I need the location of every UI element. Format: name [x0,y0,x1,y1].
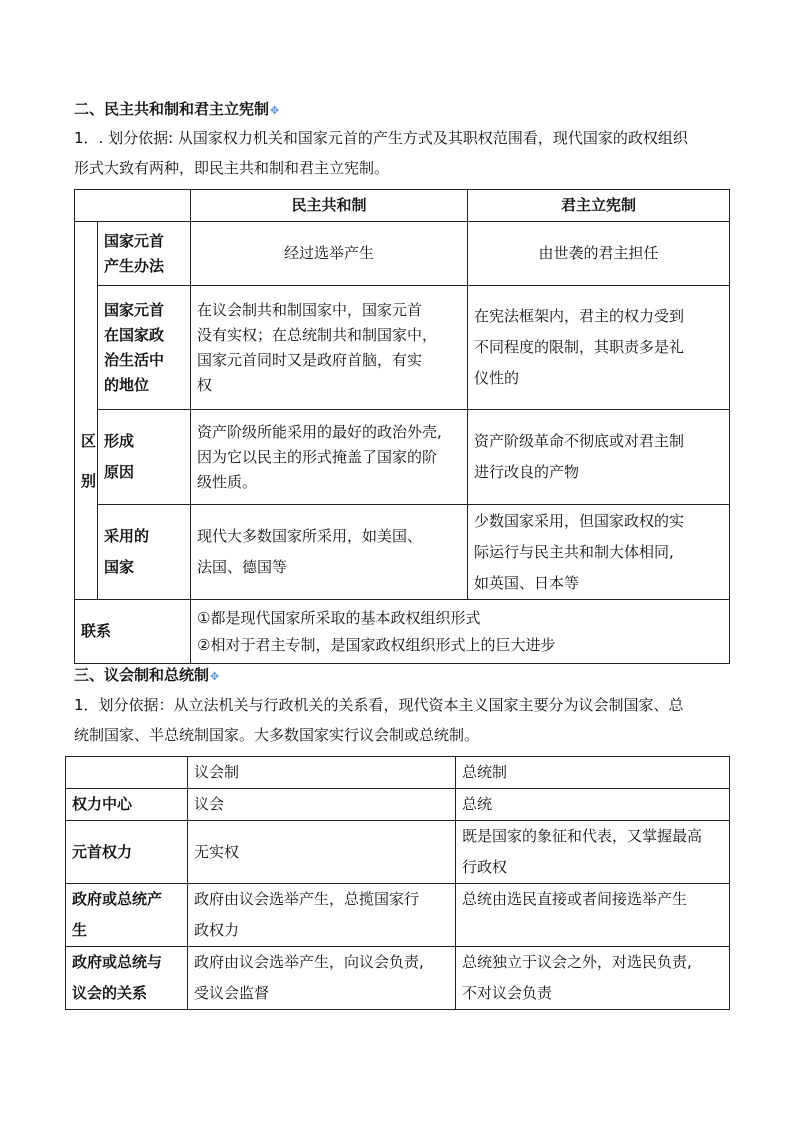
anchor-icon: ✥ [210,670,220,683]
table-row [66,947,730,1010]
col-header-parliament: 议会制 [188,757,456,789]
cell-president: 总统 [456,789,730,821]
table-row [75,505,730,600]
cell-president: 总统由选民直接或者间接选举产生 [456,884,730,947]
parliament-president-table [65,756,730,1010]
section-2-title: 二、民主共和制和君主立宪制✥ [74,100,280,118]
section-3-paragraph: 1．划分依据：从立法机关与行政机关的关系看，现代资本主义国家主要分为议会制国家、总 统制国家、半总统制国家。大多数国家实行议会制或总统制。 [74,696,684,744]
empty-header-cell [66,757,188,789]
row-header: 形成 原因 [98,410,191,505]
cell-republic: 在议会制共和制国家中，国家元首 没有实权；在总统制共和制国家中， 国家元首同时又是政府首脑，有实 权 [191,286,468,410]
table-row [75,286,730,410]
col-header-republic: 民主共和制 [191,190,468,222]
row-label: 元首权力 [66,821,188,884]
cell-monarchy: 在宪法框架内，君主的权力受到 不同程度的限制，其职责多是礼 仪性的 [468,286,730,410]
table-row [75,410,730,505]
row-header: 国家元首 在国家政 治生活中 的地位 [98,286,191,410]
table-row [75,600,730,664]
cell-president: 既是国家的象征和代表，又掌握最高 行政权 [456,821,730,884]
cell-republic: 资产阶级所能采用的最好的政治外壳, 因为它以民主的形式掩盖了国家的阶 级性质。 [191,410,468,505]
cell-parliament: 政府由议会选举产生，向议会负责, 受议会监督 [188,947,456,1010]
table-header-row [75,190,730,222]
row-label: 政府或总统与 议会的关系 [66,947,188,1010]
col-header-president: 总统制 [456,757,730,789]
row-label: 政府或总统产 生 [66,884,188,947]
table-row [66,821,730,884]
republic-monarchy-table [74,189,730,664]
section-2-paragraph: 1．. 划分依据: 从国家权力机关和国家元首的产生方式及其职权范围看，现代国家的政权组织 形式大致有两种，即民主共和制和君主立宪制。 [74,129,688,177]
difference-group-label: 区 别 [75,222,98,600]
table-row [66,789,730,821]
row-header: 采用的 国家 [98,505,191,600]
cell-parliament: 政府由议会选举产生，总揽国家行 政权力 [188,884,456,947]
row-label: 权力中心 [66,789,188,821]
cell-monarchy: 资产阶级革命不彻底或对君主制 进行改良的产物 [468,410,730,505]
row-header: 国家元首 产生办法 [98,222,191,286]
table-header-row [66,757,730,789]
empty-header-cell [75,190,191,222]
link-label: 联系 [75,600,191,664]
table-row [75,222,730,286]
cell-president: 总统独立于议会之外，对选民负责, 不对议会负责 [456,947,730,1010]
cell-monarchy: 由世袭的君主担任 [468,222,730,286]
cell-republic: 现代大多数国家所采用，如美国、 法国、德国等 [191,505,468,600]
cell-parliament: 无实权 [188,821,456,884]
anchor-icon: ✥ [270,104,280,117]
cell-monarchy: 少数国家采用，但国家政权的实 际运行与民主共和制大体相同, 如英国、日本等 [468,505,730,600]
section-3-title: 三、议会制和总统制✥ [74,666,220,684]
col-header-monarchy: 君主立宪制 [468,190,730,222]
cell-republic: 经过选举产生 [191,222,468,286]
cell-parliament: 议会 [188,789,456,821]
link-content: ①都是现代国家所采取的基本政权组织形式 ②相对于君主专制，是国家政权组织形式上的巨大进步 [191,600,730,664]
table-row [66,884,730,947]
